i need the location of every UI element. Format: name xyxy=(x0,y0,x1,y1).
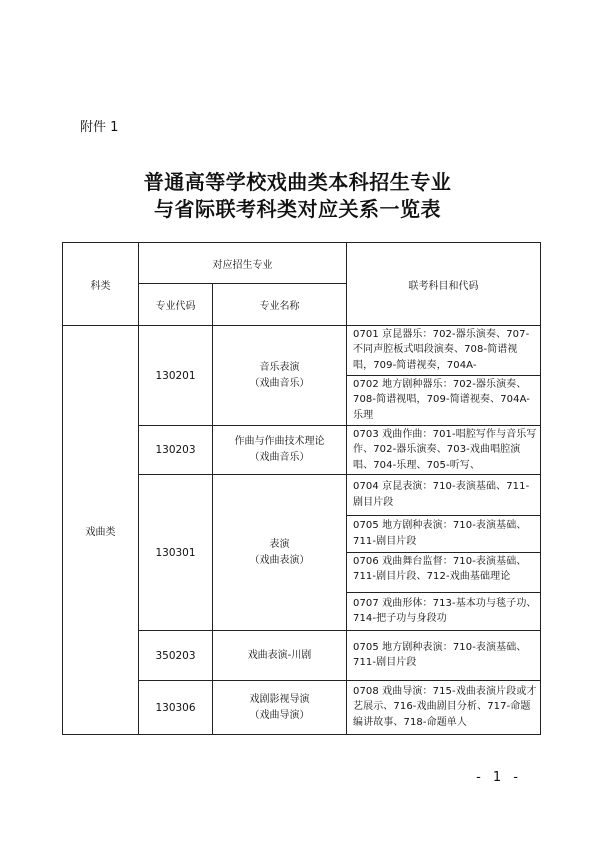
major-code-cell: 350203 xyxy=(139,631,213,681)
major-name-cell xyxy=(213,681,347,735)
exam-cell xyxy=(347,593,541,631)
exam-text: 0706 戏曲舞台监督：710-表演基础、711-剧目片段、712-戏曲基础理论 xyxy=(353,555,527,582)
exam-cell xyxy=(347,516,541,553)
major-name-cell: 戏曲表演-川剧 xyxy=(213,631,347,681)
major-code-cell: 130201 xyxy=(139,326,213,426)
exam-text: 0707 戏曲形体：713-基本功与毯子功、714-把子功与身段功 xyxy=(353,597,537,624)
category-cell: 戏曲类 xyxy=(63,326,139,735)
header-category: 科类 xyxy=(63,243,139,326)
exam-cell xyxy=(347,631,541,681)
major-name-subline: （戏曲音乐） xyxy=(249,452,310,463)
header-exam-subjects: 联考科目和代码 xyxy=(347,243,541,326)
page-number: - 1 - xyxy=(476,770,522,785)
exam-text: 0704 京昆表演：710-表演基础、711-剧目片段 xyxy=(353,481,530,508)
exam-cell xyxy=(347,475,541,516)
document-title-line-2: 与省际联考科类对应关系一览表 xyxy=(154,197,441,221)
document-title-line-1: 普通高等学校戏曲类本科招生专业 xyxy=(143,170,452,194)
exam-text: 0705 地方剧种表演：710-表演基础、711-剧目片段 xyxy=(353,641,527,668)
header-major-group: 对应招生专业 xyxy=(139,243,347,284)
exam-cell xyxy=(347,426,541,475)
major-correspondence-table xyxy=(62,242,541,735)
major-code-cell: 130203 xyxy=(139,426,213,475)
exam-text: 0701 京昆器乐：702-器乐演奏、707-不同声腔板式唱段演奏、708-简谱视唱，709-简谱视奏，704A- xyxy=(353,328,530,371)
exam-cell xyxy=(347,326,541,376)
header-major-code: 专业代码 xyxy=(139,284,213,326)
attachment-label: 附件 1 xyxy=(80,120,119,135)
exam-cell xyxy=(347,681,541,735)
major-name-line: 音乐表演 xyxy=(259,361,300,373)
major-name-subline: （戏曲表演） xyxy=(249,554,310,566)
exam-cell xyxy=(347,376,541,426)
major-name-subline: （戏曲音乐） xyxy=(249,377,310,389)
exam-cell xyxy=(347,553,541,593)
exam-text: 0708 戏曲导演：715-戏曲表演片段或才艺展示、716-戏曲剧目分析、717-命题编讲故事、718-命题单人 xyxy=(353,685,537,728)
major-name-cell xyxy=(213,426,347,475)
major-code-cell: 130301 xyxy=(139,475,213,631)
major-name-line: 戏剧影视导演 xyxy=(249,693,310,705)
exam-text: 0703 戏曲作曲：701-唱腔写作与音乐写作、702-器乐演奏、703-戏曲唱腔演唱、704-乐理、705-听写、 xyxy=(353,428,537,471)
major-name-cell xyxy=(213,475,347,631)
major-name-cell xyxy=(213,326,347,426)
major-name-subline: （戏曲导演） xyxy=(249,709,310,721)
major-code-cell: 130306 xyxy=(139,681,213,735)
exam-text: 0705 地方剧种表演：710-表演基础、711-剧目片段 xyxy=(353,520,527,547)
major-name-line: 表演 xyxy=(269,538,290,550)
header-major-name: 专业名称 xyxy=(213,284,347,326)
exam-text: 0702 地方剧种器乐：702-器乐演奏、708-简谱视唱，709-简谱视奏、704A-乐理 xyxy=(353,378,531,421)
major-name-line: 作曲与作曲技术理论 xyxy=(234,436,325,447)
